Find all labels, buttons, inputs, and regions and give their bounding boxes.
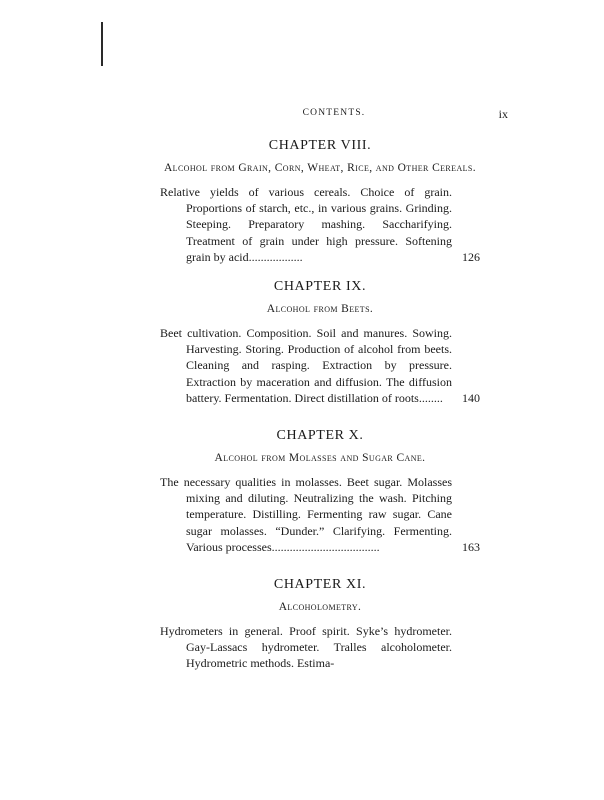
chapter-entry: [160, 474, 480, 555]
entry-page-number: 163: [462, 539, 480, 554]
chapter-subtitle: Alcohol from Molasses and Sugar Cane.: [214, 452, 426, 465]
chapter-ix: [160, 279, 480, 406]
running-title: CONTENTS.: [302, 108, 366, 118]
chapter-xi: [160, 577, 480, 672]
entry-text: Relative yields of various cereals. Choice of grain. Proportions of starch, etc., in various grains. Grinding. Steeping. Preparatory mashing. Saccharifying. Treatment of grain under high pressure. Softening grain by acid..................: [160, 185, 452, 264]
section-spacer: [160, 406, 480, 428]
chapter-heading: CHAPTER XI.: [273, 577, 367, 593]
chapter-subtitle: Alcohol from Grain, Corn, Wheat, Rice, and Other Cereals.: [163, 162, 477, 174]
chapter-subtitle: Alcoholometry.: [278, 601, 362, 614]
table-of-contents: [160, 138, 480, 672]
scan-margin-mark: [101, 22, 103, 66]
chapter-entry: [160, 184, 480, 265]
entry-page-number: 126: [462, 249, 480, 264]
chapter-entry: [160, 623, 480, 672]
entry-page-number: 140: [462, 390, 480, 405]
section-spacer: [160, 265, 480, 279]
section-spacer: [160, 555, 480, 577]
chapter-heading: CHAPTER VIII.: [268, 138, 372, 153]
chapter-entry: [160, 325, 480, 406]
chapter-x: [160, 428, 480, 555]
chapter-heading: CHAPTER X.: [276, 428, 364, 444]
chapter-viii: [160, 138, 480, 265]
entry-text: The necessary qualities in molasses. Beet sugar. Molasses mixing and diluting. Neutralizing the wash. Pitching temperature. Distilling. Fermenting raw sugar. Cane sugar molasses. “Dunder.” Clarifying. Fermenting. Various processes....................................: [160, 475, 452, 554]
entry-text: Beet cultivation. Composition. Soil and manures. Sowing. Harvesting. Storing. Production of alcohol from beets. Cleaning and rasping. Extraction by pressure. Extraction by maceration and diffusion. The diffusion battery. Fermentation. Direct distillation of roots........: [160, 326, 452, 405]
entry-text: Hydrometers in general. Proof spirit. Syke’s hydrometer. Gay-Lassacs hydrometer. Tralles alcoholometer. Hydrometric methods. Estima-: [160, 624, 452, 671]
chapter-heading: CHAPTER IX.: [273, 279, 367, 295]
chapter-subtitle: Alcohol from Beets.: [266, 303, 374, 316]
page-number: ix: [498, 107, 508, 121]
running-head: [160, 108, 508, 122]
